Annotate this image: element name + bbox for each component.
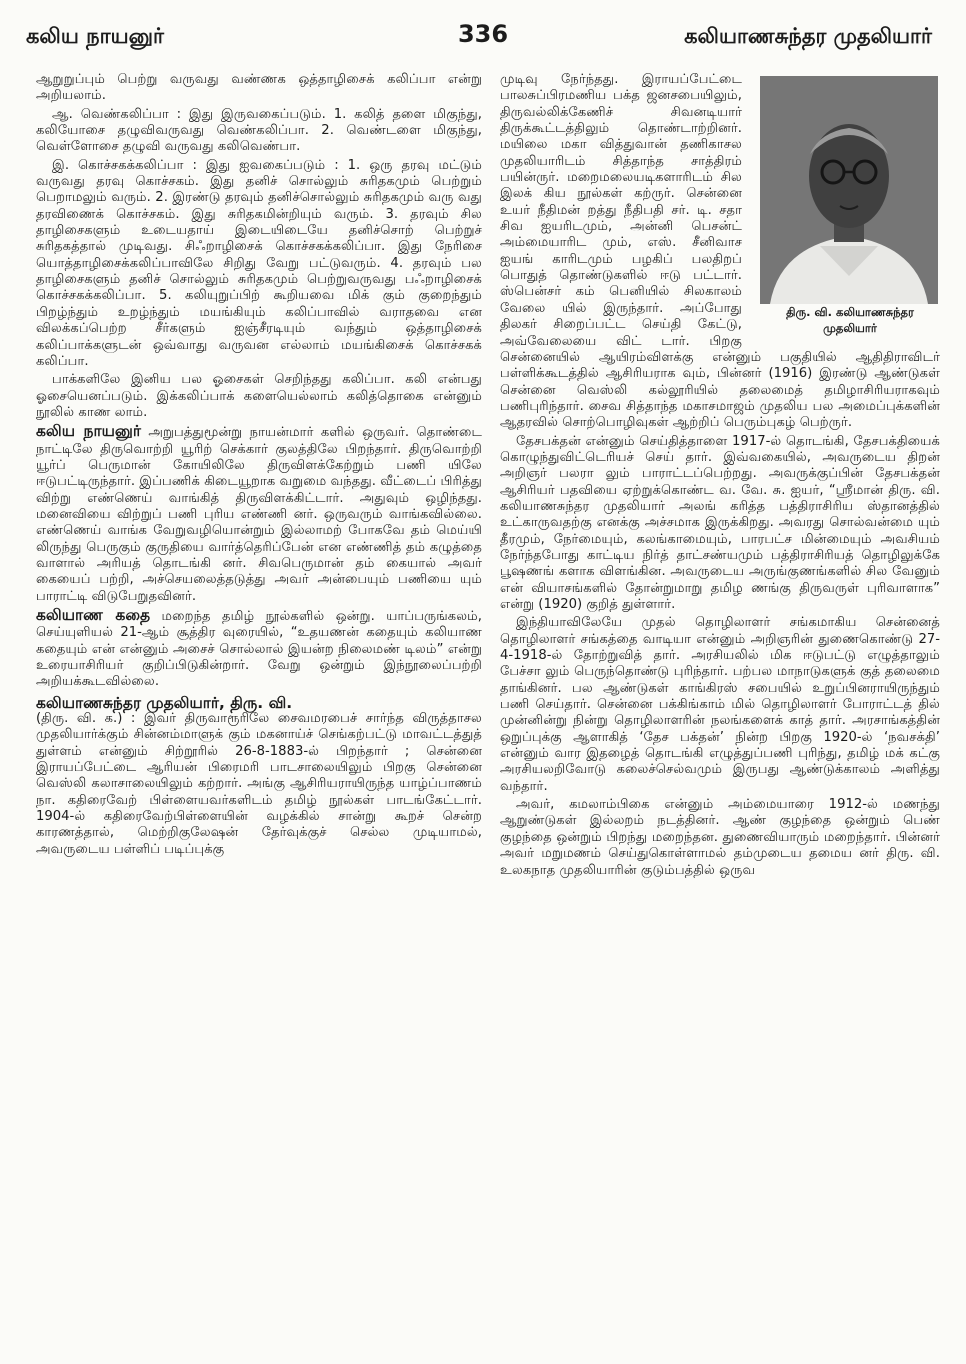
entry-kalyanasundaram: [36, 695, 482, 858]
paragraph: முடிவு நேர்ந்தது. இராயப்பேட்டை பாலசுப்பிரமணிய பக்த ஜனசபையிலும், திருவல்லிக்கேணிச் சிவனடியார் திருக்கூட்டத்திலும் தொண்டாற்றினர். மயிலை மகா வித்துவான் தணிகாசல முதலியாரிடம் சித்தாந்த சாத்திரம் பயின்ருர். மறைமலையடிகளாரிடம் சில இலக் கிய நூல்கள் கற்ருர். சென்னை உயர் நீதிமன் றத்து நீதிபதி சர். டி. சதா சிவ ஐயரிடமும், அன்னி பெசன்ட் அம்மையாரிட மும், எஸ். சீனிவாச ஐயங் காரிடமும் பழகிப் பலதிறப் பொதுத் தொண்டுகளில் ஈடு பட்டார். ஸ்பென்சர் கம் பெனியில் சிலகாலம் வேலை யில் இருந்தார். அப்போது திலகர் சிறைப்பட்ட செய்தி கேட்டு, அவ்வேலையை விட் டார். பிறகு சென்னையில் ஆயிரம்விளக்கு என்னும் பகுதியில் ஆதிதிராவிடர் பள்ளிக்கூடத்தில் ஆசிரியராக வும், பின்னர் (1916) இரண்டு ஆண்டுகள் சென்னை வெஸ்லி கல்லூரியில் தலைமைத் தமிழாசிரியராகவும் பணிபுரிந்தார். சைவ சித்தாந்த மகாசமாஜம் முதலிய பல அமைப்புக்களின் ஆதரவில் சொற்பொழிவுகள் ஆற்றிப் பெரும்புகழ் பெற்ருர்.: [500, 72, 940, 431]
paragraph: இந்தியாவிலேயே முதல் தொழிலாளர் சங்கமாகிய சென்னைத் தொழிலாளர் சங்கத்தை வாடியா என்னும் அறிஞரின் துணைகொண்டு 27-4-1918-ல் தோற்றுவித் தார். அரசியலில் மிக ஈடுபட்டு எழுத்தாலும் பேச்சா லும் பெருந்தொண்டு புரிந்தார். பற்பல மாநாடுகளுக் குத் தலைமை தாங்கினர். பல ஆண்டுகள் காங்கிரஸ் சபையில் உறுப்பினராயிருந்தும் பணி செய்தார். சென்னை பக்கிங்காம் மில் தொழிலாளர் போராட்டத் தில் முன்னின்று நின்று தொழிலாளரின் நலங்களைக் காத் தார். அரசாங்கத்தின் ஒறுப்புக்கு ஆளாகித் ‘தேச பக்தன்’ நின்ற பிறகு 1920-ல் ‘நவசக்தி’ என்னும் வார இதழைத் தொடங்கி எழுத்துப்பணி புரிந்து, தமிழ் மக் கட்கு அரசியலறிவோடு கலைச்செல்வமும் இருபது ஆண்டுக்காலம் அளித்து வந்தார்.: [500, 615, 940, 794]
portrait-caption: திரு. வி. கலியாணசுந்தர முதலியார்: [786, 305, 914, 335]
paragraph: தேசபக்தன் என்னும் செய்தித்தாளை 1917-ல் தொடங்கி, தேசபக்தியைக் கொழுந்துவிட்டெரியச் செய் தார். இவ்வகையில், அவருடைய திறன் அறிஞர் பலரா லும் பாராட்டப்பெற்றது. அவருக்குப்பின் தேசபக்தன் ஆசிரியர் பதவியை ஏற்றுக்கொண்ட வ. வே. சு. ஐயர், “ஸ்ரீமான் திரு. வி. கலியாணசுந்தர முதலியார் அலங் கரித்த பத்திராசிரிய ஸ்தானத்தில் உட்காருவதற்கு எனக்கு அச்சமாக இருக்கிறது. அவரது சொல்வன்மை யும் தீரமும், நேர்மையும், கலங்காமையும், பாரபட்ச மின்மையும் அவசியம் நேர்ந்தபோது காட்டிய நிர்த் தாட்சண்யமும் பத்திராசிரியத் தொழிலுக்கே பூஷணங் களாக விளங்கின. அவருடைய அருங்குணங்களில் சில வேனும் என் வியாசங்களில் தோன்றுமாறு தமிழ ணங்கு திருவருள் புரிவாளாக” என்று (1920) குறித் துள்ளார்.: [500, 433, 940, 612]
entry-body: மறைந்த தமிழ் நூல்களில் ஒன்று. யாப்பருங்கலம், செய்யுளியல் 21-ஆம் சூத்திர வுரையில், “உதயணன் கதையும் கலியாண கதையும் என் என்னும் அசைச் சொல்லால் இயன்ற நிலைமண் டிலம்” என்று உரையாசிரியர் குறிப்பிடுகின்றார். வேறு ஒன்றும் இந்நூலைப்பற்றி அறியக்கூடவில்லை.: [36, 609, 482, 690]
paragraph: இ. கொச்சகக்கலிப்பா : இது ஐவகைப்படும் : 1. ஒரு தரவு மட்டும் வருவது தரவு கொச்சகம். இது தனிச் சொல்லும் சுரிதகமும் பெற்றும் பெறாமலும் வரும். 2. இரண்டு தரவும் தனிச்சொல்லும் சுரிதகமும் வரு வது தரவிணைக் கொச்சகம். இது சுரிதகமின்றியும் வரும். 3. தரவும் சில தாழிசைகளும் உடையதாய் இடையிடையே தனிச்சொற் பெற்றுச் சுரிதகத்தால் முடிவது. சிஃறாழிசைக் கொச்சகக்கலிப்பா. இது நேரிசை யொத்தாழிசைக்கலிப்பாவிலே சிறிது வேறு பட்டுவரும். 4. தரவும் பல தாழிசைகளும் தனிச் சொல்லும் சுரிதகமும் பெற்றுவருவது பஃறாழிசைக் கொச்சகக்கலிப்பா. 5. கலியுறுப்பிற் கூறியவை மிக் கும் குறைந்தும் பிறழ்ந்தும் உறழ்ந்தும் மயங்கியும் கலிப்பாவில் வராதவை என விலக்கப்பெற்ற சீர்களும் ஐஞ்சீரடியும் வந்தும் ஒத்தாழிசைக் கலிப்பாக்களுடன் ஒவ்வாது வருவன எல்லாம் மயங்கிசைக் கொச்சகக் கலிப்பா.: [36, 157, 482, 369]
running-head-left: கலிய நாயனுர்: [26, 24, 164, 48]
entry-body: (திரு. வி. க.) : இவர் திருவாரூரிலே சைவமரபைச் சார்ந்த விருத்தாசல முதலியார்க்கும் சின்னம்மாளுக் கும் மகனாய்ச் செங்கற்பட்டு மாவட்டத்துத் துள்ளம் என்னும் சிற்றூரில் 26-8-1883-ல் பிறந்தார் ; சென்னை இராயப்பேட்டை ஆரியன் பிரைமரி பாடசாலையிலும் பிறகு சென்னை வெஸ்லி கலாசாலையிலும் கற்றார். அங்கு ஆசிரியராயிருந்த யாழ்ப்பாணம் நா. கதிரைவேற் பிள்ளையவர்களிடம் தமிழ் நூல்கள் பாடங்கேட்டார். 1904-ல் கதிரைவேற்பிள்ளையின் வழக்கில் சான்று கூறச் சென்ற காரணத்தால், மெற்றிகுலேஷன் தேர்வுக்குச் செல்ல முடியாமல், அவருடைய பள்ளிப் படிப்புக்கு: [36, 711, 482, 857]
right-column: [500, 72, 940, 881]
paragraph: பாக்களிலே இனிய பல ஓசைகள் செறிந்தது கலிப்பா. கலி என்பது ஓசையெனப்படும். இக்கலிப்பாக் களையெல்லாம் கலித்தொகை என்னும் நூலில் காண லாம்.: [36, 372, 482, 420]
paragraph: ஆறுறுப்பும் பெற்று வருவது வண்ணக ஒத்தாழிசைக் கலிப்பா என்று அறியலாம்.: [36, 72, 482, 104]
entry-kaliya-nayanar: [36, 423, 482, 605]
portrait-photo: [760, 76, 938, 304]
paragraph: ஆ. வெண்கலிப்பா : இது இருவகைப்படும். 1. கலித் தளை மிகுந்து, கலியோசை தழுவிவருவது வெண்கலிப்பா. 2. வெண்டளை மிகுந்து, வெள்ளோசை தழுவி வருவது கலிவெண்பா.: [36, 106, 482, 155]
portrait-figure: [752, 76, 940, 344]
entry-body: அறுபத்துமூன்று நாயன்மார் களில் ஒருவர். தொண்டை நாட்டிலே திருவொற்றி யூரிற் செக்கார் குலத்திலே பிறந்தார். திருவொற்றி யூர்ப் பெருமான் கோயிலிலே திருவிளக்கேற்றும் பணி யிலே ஈடுபட்டிருந்தார். இப்பணிக் கிடையூறாக வறுமை வந்தது. வீட்டைப் பிரித்து விற்று எண்ணெய் வாங்கித் திருவிளக்கிட்டார். அதுவும் ஒழிந்தது. மனைவியை விற்றுப் பணி புரிய எண்ணி னர். ஒருவரும் வாங்கவில்லை. எண்ணெய் வாங்க வேறுவழியொன்றும் இல்லாமற் போகவே தம் மெய்யி லிருந்து பெருகும் குருதியை வார்த்தெரிப்பேன் என எண்ணித் தம் கழுத்தை வாளால் அரியத் தொடங்கி னர். சிவபெருமான் தம் கையால் அவர் கையைப் பற்றி, அச்செயலைத்தடுத்து அவர் அன்பையும் பணியை யும் பாராட்டி விடுபேறுதவினர்.: [36, 425, 482, 604]
entry-heading: கலியாண கதை: [36, 606, 151, 624]
paragraph: அவர், கமலாம்பிகை என்னும் அம்மையாரை 1912-ல் மணந்து ஆறுண்டுகள் இல்லறம் நடத்தினர். ஆண் குழந்தை ஒன்றும் பெண் குழந்தை ஒன்றும் பிறந்து மறைந்தன. துணைவியாரும் மறைந்தார். பின்னர் அவர் மறுமணம் செய்துகொள்ளாமல் தம்முடைய தமைய னர் திரு. வி. உலகநாத முதலியாரின் குடும்பத்தில் ஒருவ: [500, 797, 940, 878]
page-header: [0, 0, 966, 70]
running-head-right: கலியாணசுந்தர முதலியார்: [684, 24, 932, 48]
entry-heading: கலியாணசுந்தர முதலியார், திரு. வி.: [36, 693, 293, 712]
entry-kaliyana-kathai: [36, 607, 482, 691]
left-column: [36, 72, 482, 860]
entry-heading: கலிய நாயனுர்: [36, 422, 141, 441]
page-number: 336: [457, 20, 509, 48]
